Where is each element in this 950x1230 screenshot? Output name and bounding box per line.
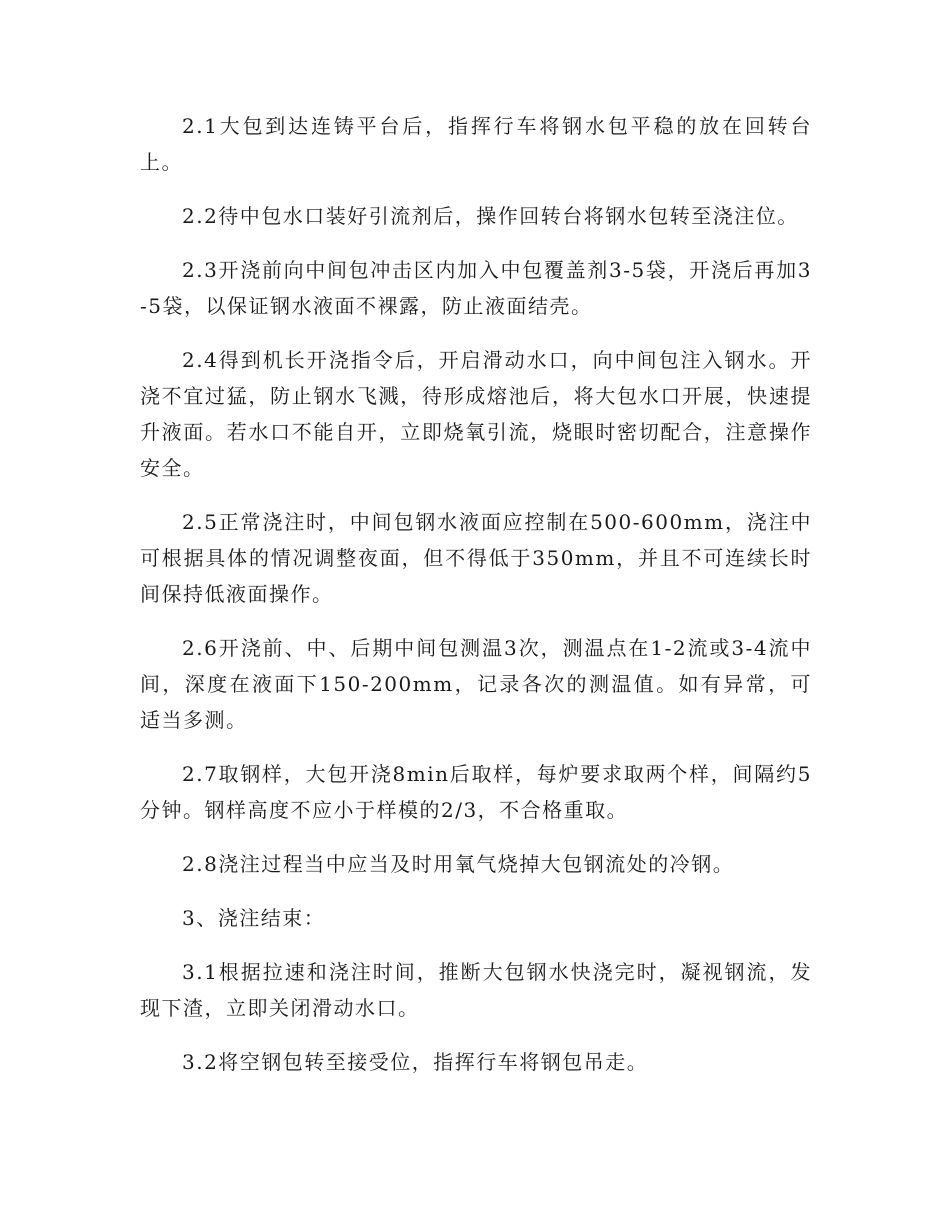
section-heading-3: 3、浇注结束： [182, 906, 326, 930]
paragraph-3-2: 3.2将空钢包转至接受位，指挥行车将钢包吊走。 [182, 1050, 649, 1074]
document-body [140, 108, 812, 1098]
paragraph-2-7: 2.7取钢样，大包开浇8min后取样，每炉要求取两个样，间隔约5分钟。钢样高度不应小于样模的2/3，不合格重取。 [140, 762, 812, 822]
paragraph-2-3: 2.3开浇前向中间包冲击区内加入中包覆盖剂3-5袋，开浇后再加3-5袋，以保证钢水液面不裸露，防止液面结壳。 [140, 258, 812, 318]
paragraph-3-1: 3.1根据拉速和浇注时间，推断大包钢水快浇完时，凝视钢流，发现下渣，立即关闭滑动水口。 [140, 960, 812, 1020]
paragraph-2-8: 2.8浇注过程当中应当及时用氧气烧掉大包钢流处的冷钢。 [182, 852, 735, 876]
paragraph-2-2: 2.2待中包水口装好引流剂后，操作回转台将钢水包转至浇注位。 [182, 204, 799, 228]
paragraph-2-6: 2.6开浇前、中、后期中间包测温3次，测温点在1-2流或3-4流中间，深度在液面下150-200mm，记录各次的测温值。如有异常，可适当多测。 [140, 636, 812, 732]
paragraph-2-4: 2.4得到机长开浇指令后，开启滑动水口，向中间包注入钢水。开浇不宜过猛，防止钢水飞溅，待形成熔池后，将大包水口开展，快速提升液面。若水口不能自开，立即烧氧引流，烧眼时密切配合，注意操作安全。 [140, 348, 812, 480]
paragraph-2-5: 2.5正常浇注时，中间包钢水液面应控制在500-600mm，浇注中可根据具体的情况调整夜面，但不得低于350mm，并且不可连续长时间保持低液面操作。 [140, 510, 812, 606]
paragraph-2-1: 2.1大包到达连铸平台后，指挥行车将钢水包平稳的放在回转台上。 [140, 114, 812, 174]
